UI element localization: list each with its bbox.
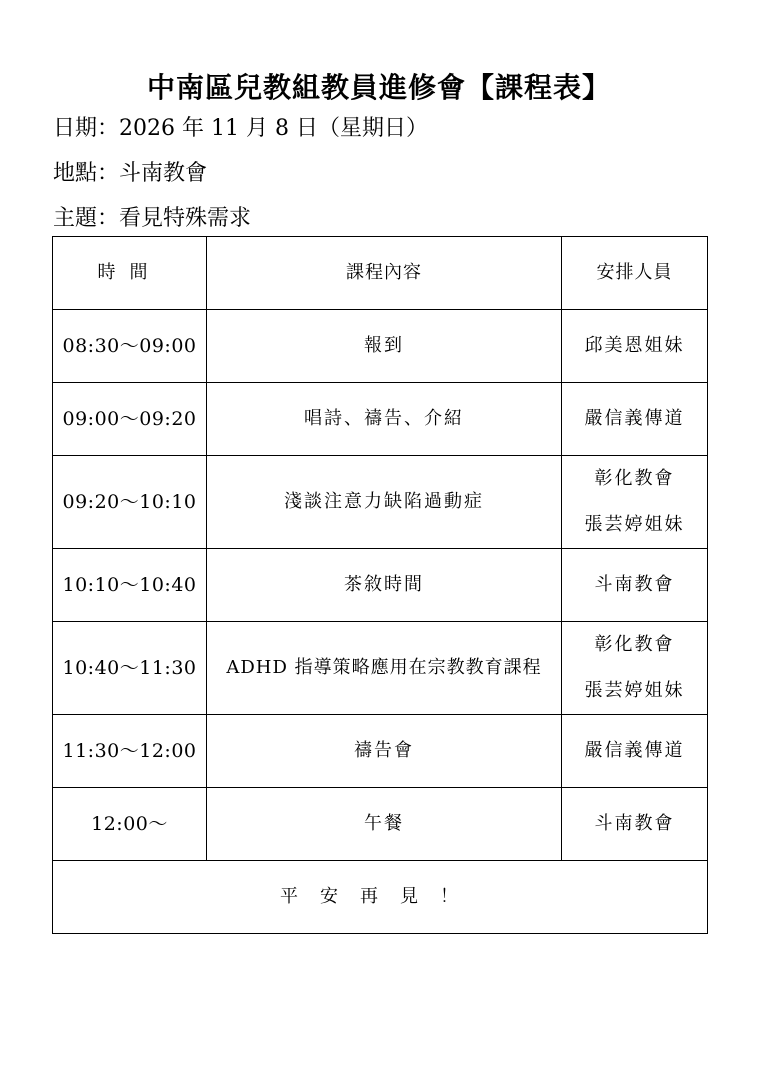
time-cell: 10:10～10:40 [53, 549, 207, 622]
place-label: 地點： [53, 161, 120, 186]
person-cell [562, 788, 708, 861]
time-cell: 09:20～10:10 [53, 456, 207, 549]
header-content: 課程內容 [207, 237, 562, 310]
person-name: 斗南教會 [594, 813, 675, 834]
place-value: 斗南教會 [119, 161, 208, 186]
content-cell: 唱詩、禱告、介紹 [207, 383, 562, 456]
table-row [53, 456, 708, 549]
header-person: 安排人員 [562, 237, 708, 310]
person-name: 嚴信義傳道 [584, 408, 685, 429]
content-cell: ADHD 指導策略應用在宗教教育課程 [207, 622, 562, 715]
theme-label: 主題： [53, 206, 120, 231]
meta-place [53, 159, 207, 189]
content-cell: 報到 [207, 310, 562, 383]
person-cell [562, 456, 708, 549]
person-name: 彰化教會 [594, 468, 675, 489]
person-name: 斗南教會 [594, 574, 675, 595]
person-name: 邱美恩姐妹 [584, 335, 685, 356]
meta-theme [53, 204, 251, 234]
person-cell [562, 549, 708, 622]
schedule-table [52, 236, 708, 934]
person-cell [562, 622, 708, 715]
time-cell: 09:00～09:20 [53, 383, 207, 456]
person-cell [562, 715, 708, 788]
time-cell: 08:30～09:00 [53, 310, 207, 383]
theme-value: 看見特殊需求 [119, 206, 252, 231]
date-value: 2026 年 11 月 8 日（星期日） [119, 116, 428, 141]
person-name: 嚴信義傳道 [584, 740, 685, 761]
table-row [53, 622, 708, 715]
time-cell: 11:30～12:00 [53, 715, 207, 788]
time-cell: 10:40～11:30 [53, 622, 207, 715]
table-header-row [53, 237, 708, 310]
table-row [53, 549, 708, 622]
content-cell: 淺談注意力缺陷過動症 [207, 456, 562, 549]
document-title: 中南區兒教組教員進修會【課程表】 [146, 71, 611, 104]
table-row [53, 310, 708, 383]
person-name: 張芸婷姐妹 [584, 514, 685, 535]
content-cell: 午餐 [207, 788, 562, 861]
content-cell: 禱告會 [207, 715, 562, 788]
table-row [53, 715, 708, 788]
table-row [53, 383, 708, 456]
meta-date [53, 114, 428, 144]
content-cell: 茶敘時間 [207, 549, 562, 622]
person-cell [562, 383, 708, 456]
header-time: 時間 [53, 237, 207, 310]
closing-message: 平安再見！ [53, 861, 708, 934]
person-cell [562, 310, 708, 383]
person-name: 彰化教會 [594, 634, 675, 655]
table-footer-row [53, 861, 708, 934]
table-row [53, 788, 708, 861]
date-label: 日期： [53, 116, 120, 141]
time-cell: 12:00～ [53, 788, 207, 861]
person-name: 張芸婷姐妹 [584, 680, 685, 701]
